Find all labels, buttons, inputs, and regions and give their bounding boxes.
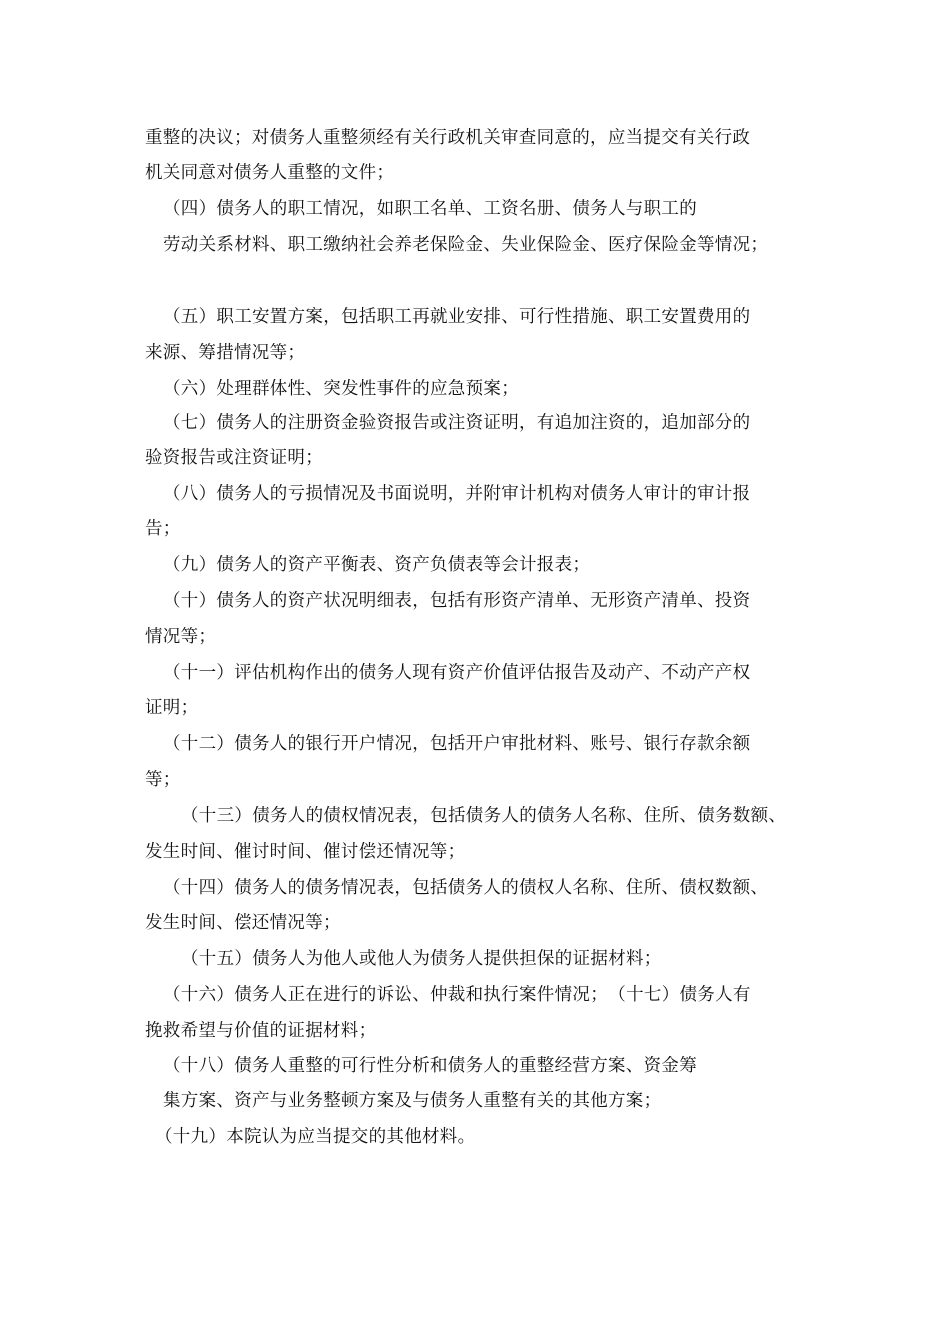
text-line-10: （八）债务人的亏损情况及书面说明，并附审计机构对债务人审计的审计报 — [163, 484, 751, 504]
text-line-12: （九）债务人的资产平衡表、资产负债表等会计报表； — [163, 555, 591, 575]
text-line-13: （十）债务人的资产状况明细表，包括有形资产清单、无形资产清单、投资 — [163, 591, 751, 611]
text-line-9: 验资报告或注资证明； — [145, 448, 323, 468]
text-line-20: 发生时间、催讨时间、催讨偿还情况等； — [145, 842, 466, 862]
text-line-2: 机关同意对债务人重整的文件； — [145, 163, 395, 183]
text-line-22: 发生时间、偿还情况等； — [145, 913, 341, 933]
text-line-8: （七）债务人的注册资金验资报告或注资证明，有追加注资的，追加部分的 — [163, 413, 751, 433]
text-line-5: （五）职工安置方案，包括职工再就业安排、可行性措施、职工安置费用的 — [163, 307, 751, 327]
text-line-3: （四）债务人的职工情况，如职工名单、工资名册、债务人与职工的 — [163, 199, 697, 219]
text-line-14: 情况等； — [145, 627, 217, 647]
text-line-18: 等； — [145, 770, 181, 790]
text-line-24: （十六）债务人正在进行的诉讼、仲裁和执行案件情况； （十七）债务人有 — [163, 985, 751, 1005]
text-line-23: （十五）债务人为他人或他人为债务人提供担保的证据材料； — [181, 949, 662, 969]
text-line-15: （十一）评估机构作出的债务人现有资产价值评估报告及动产、不动产产权 — [163, 663, 751, 683]
text-line-16: 证明； — [145, 698, 199, 718]
text-line-27: 集方案、资产与业务整顿方案及与债务人重整有关的其他方案； — [163, 1091, 662, 1111]
text-line-11: 告； — [145, 519, 181, 539]
text-line-4: 劳动关系材料、职工缴纳社会养老保险金、失业保险金、医疗保险金等情况； — [163, 235, 769, 255]
text-line-17: （十二）债务人的银行开户情况，包括开户审批材料、账号、银行存款余额 — [163, 734, 751, 754]
text-line-21: （十四）债务人的债务情况表，包括债务人的债权人名称、住所、债权数额、 — [163, 878, 769, 898]
text-line-28: （十九）本院认为应当提交的其他材料。 — [155, 1127, 476, 1147]
text-line-25: 挽救希望与价值的证据材料； — [145, 1021, 377, 1041]
text-line-19: （十三）债务人的债权情况表，包括债务人的债务人名称、住所、债务数额、 — [181, 806, 787, 826]
text-line-1: 重整的决议；对债务人重整须经有关行政机关审查同意的，应当提交有关行政 — [145, 128, 751, 148]
text-line-6: 来源、筹措情况等； — [145, 343, 306, 363]
text-line-26: （十八）债务人重整的可行性分析和债务人的重整经营方案、资金筹 — [163, 1056, 697, 1076]
text-line-7: （六）处理群体性、突发性事件的应急预案； — [163, 379, 519, 399]
